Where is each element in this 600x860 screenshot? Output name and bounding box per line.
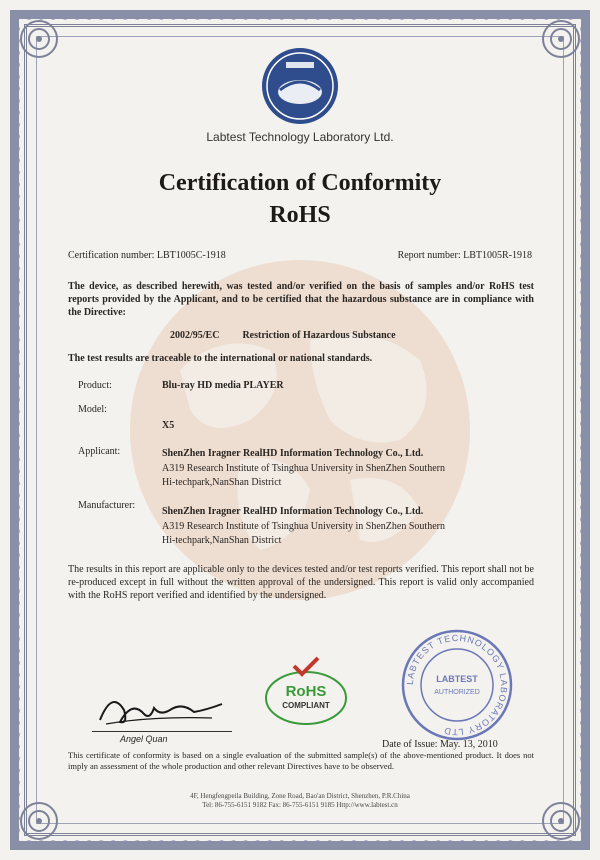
- directive-name: Restriction of Hazardous Substance: [242, 330, 396, 341]
- rohs-compliant-logo: [256, 652, 356, 728]
- manufacturer-name: ShenZhen Iragner RealHD Information Technology Co., Ltd.: [162, 506, 424, 517]
- signatory-name: Angel Quan: [120, 734, 168, 744]
- certificate-number: Certification number: LBT1005C-1918: [68, 250, 226, 261]
- applicant-label: Applicant:: [78, 446, 121, 457]
- certificate-title: Certification of Conformity: [158, 170, 442, 196]
- applicant-name: ShenZhen Iragner RealHD Information Technology Co., Ltd.: [162, 448, 424, 459]
- manufacturer-address: [162, 520, 532, 548]
- signature-line: [92, 731, 232, 732]
- stamp-center-text: LABTEST: [436, 674, 478, 684]
- labtest-seal-logo: [258, 44, 342, 128]
- directive: [170, 330, 396, 341]
- report-number: Report number: LBT1005R-1918: [397, 250, 532, 261]
- model-label: Model:: [78, 404, 107, 415]
- applicant-address: [162, 462, 532, 490]
- disclaimer-paragraph: The results in this report are applicable only to the devices tested and/or test reports verified. This report shall not be re-produced except in full without the written approval of the undersigned. This report is valid only accompanied with the RoHS report verified and identified by the undersigned.: [68, 564, 534, 601]
- intro-paragraph: The device, as described herewith, was tested and/or verified on the basis of samples and/or RoHS test reports provided by the Applicant, and to be certified that the hazardous substance are in compliance with the Directive:: [68, 281, 534, 318]
- applicant-address-line-2: Hi-techpark,NanShan District: [162, 477, 282, 488]
- product-value: Blu-ray HD media PLAYER: [162, 380, 284, 391]
- stamp-ring-text: LABTEST TECHNOLOGY LABORATORY LTD: [404, 632, 510, 738]
- manufacturer-address-line-2: Hi-techpark,NanShan District: [162, 535, 282, 546]
- lab-contact: Tel: 86-755-6151 9182 Fax: 86-755-6151 9185 Http://www.labtest.cn: [202, 801, 398, 809]
- signature-icon: [92, 680, 232, 730]
- manufacturer-label: Manufacturer:: [78, 500, 136, 511]
- footer-statement: This certificate of conformity is based on a single evaluation of the submitted sample(s) of the above-mentioned product. It does not imply an assessment of the whole production and other relevant Directives have to be observed.: [68, 750, 534, 771]
- traceable-statement: The test results are traceable to the international or national standards.: [68, 353, 373, 364]
- authorized-stamp: [400, 628, 514, 742]
- corner-ornament-icon: [16, 16, 62, 62]
- stamp-center-subtext: AUTHORIZED: [434, 689, 480, 696]
- date-of-issue: Date of Issue: May. 13, 2010: [382, 739, 498, 750]
- manufacturer-address-line-1: A319 Research Institute of Tsinghua University in ShenZhen Southern: [162, 521, 445, 532]
- product-label: Product:: [78, 380, 112, 391]
- certificate-subtitle: RoHS: [269, 202, 331, 228]
- rohs-logo-text: RoHS: [285, 683, 327, 700]
- applicant-address-line-1: A319 Research Institute of Tsinghua University in ShenZhen Southern: [162, 463, 445, 474]
- model-value: X5: [162, 420, 175, 431]
- corner-ornament-icon: [538, 16, 584, 62]
- directive-code: 2002/95/EC: [170, 330, 220, 341]
- lab-name: Labtest Technology Laboratory Ltd.: [206, 130, 394, 144]
- rohs-logo-subtext: COMPLIANT: [282, 701, 330, 710]
- lab-address: 4F, Hengfengpeila Building, Zone Road, Bao'an District, Shenzhen, P.R.China: [190, 792, 410, 800]
